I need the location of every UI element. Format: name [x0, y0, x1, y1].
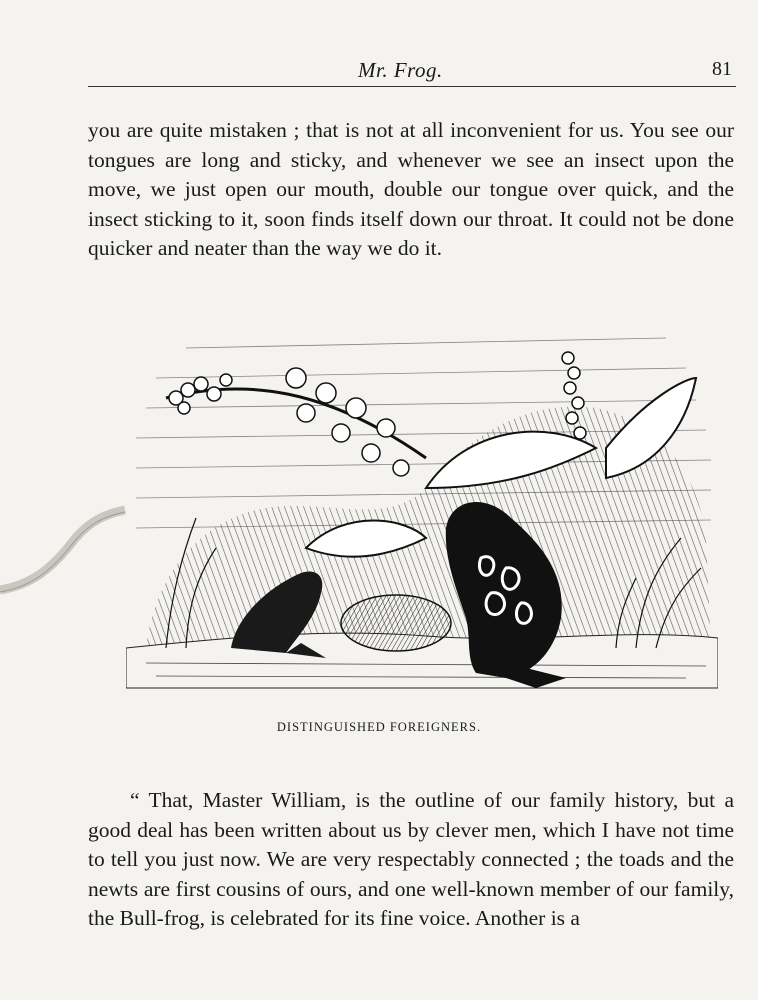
body-paragraph-1: you are quite mistaken ; that is not at all inconvenient for us. You see our tongues are long and sticky, and whenever we see an insect upon the move, we just open our mouth, double our tongue over quick, and the insect sticking to it, soon finds itself down our throat. It could not be done quicker and neater than the way we do it. [88, 118, 734, 260]
running-title: Mr. Frog. [358, 58, 443, 82]
bookmark-ribbon [0, 500, 130, 630]
running-head [88, 56, 736, 87]
page-number: 81 [712, 58, 732, 80]
body-paragraph-2: “ That, Master William, is the outline of our family history, but a good deal has been written about us by clever men, which I have not time to tell you just now. We are very respectably connected ; the toads and the newts are first cousins of ours, and one well-known member of our family, the Bull-frog, is celebrated for its fine voice. Another is a [88, 788, 734, 930]
engraving-illustration [126, 318, 718, 710]
figure-caption: DISTINGUISHED FOREIGNERS. [276, 720, 482, 734]
